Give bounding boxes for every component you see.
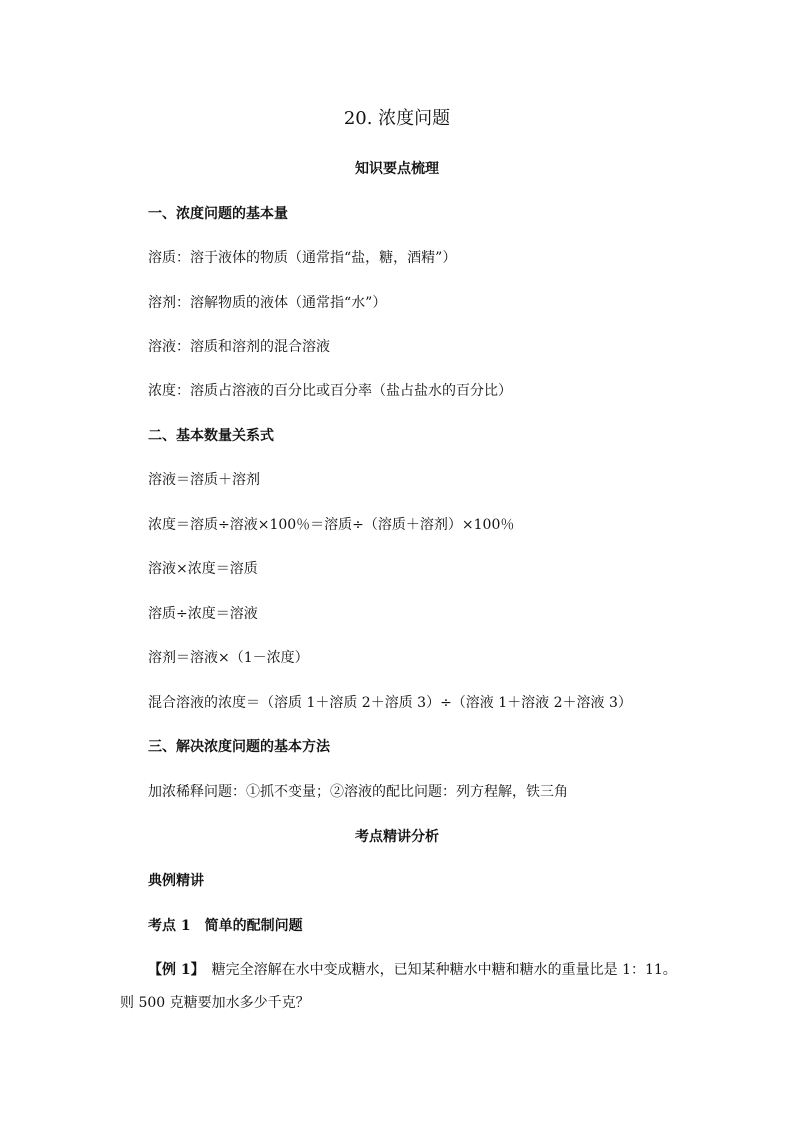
example-label: 【例 1】 <box>148 962 198 978</box>
subheading-examples: 典例精讲 <box>148 873 204 889</box>
example-text: 糖完全溶解在水中变成糖水，已知某种糖水中糖和糖水的重量比是 1：11。 <box>197 962 677 978</box>
definition-solute: 溶质：溶于液体的物质（通常指“盐，糖，酒精”） <box>148 250 457 266</box>
page-title: 20. 浓度问题 <box>343 108 451 129</box>
formula-line: 溶剂＝溶液×（1－浓度） <box>148 650 309 666</box>
method-text: 加浓稀释问题：①抓不变量；②溶液的配比问题：列方程解，铁三角 <box>148 784 568 800</box>
section-title-knowledge: 知识要点梳理 <box>355 161 439 177</box>
formula-line: 溶液＝溶质＋溶剂 <box>148 472 260 488</box>
heading-quantity-relations: 二、基本数量关系式 <box>148 428 274 444</box>
heading-methods: 三、解决浓度问题的基本方法 <box>148 739 330 755</box>
definition-solvent: 溶剂：溶解物质的液体（通常指“水”） <box>148 295 387 311</box>
formula-line: 溶液×浓度＝溶质 <box>148 561 258 577</box>
example-1-continued: 则 500 克糖要加水多少千克？ <box>120 995 310 1011</box>
formula-line: 溶质÷浓度＝溶液 <box>148 606 258 622</box>
kaodian-heading: 考点 1 简单的配制问题 <box>148 918 303 934</box>
formula-line: 浓度＝溶质÷溶液×100％＝溶质÷（溶质＋溶剂）×100％ <box>148 517 515 533</box>
definition-solution: 溶液：溶质和溶剂的混合溶液 <box>148 339 330 355</box>
definition-concentration: 浓度：溶质占溶液的百分比或百分率（盐占盐水的百分比） <box>148 383 512 399</box>
section-title-analysis: 考点精讲分析 <box>355 829 439 845</box>
heading-basic-quantities: 一、浓度问题的基本量 <box>148 206 288 222</box>
example-1 <box>148 959 677 979</box>
formula-line: 混合溶液的浓度＝（溶质 1＋溶质 2＋溶质 3）÷（溶液 1＋溶液 2＋溶液 3） <box>148 695 632 711</box>
